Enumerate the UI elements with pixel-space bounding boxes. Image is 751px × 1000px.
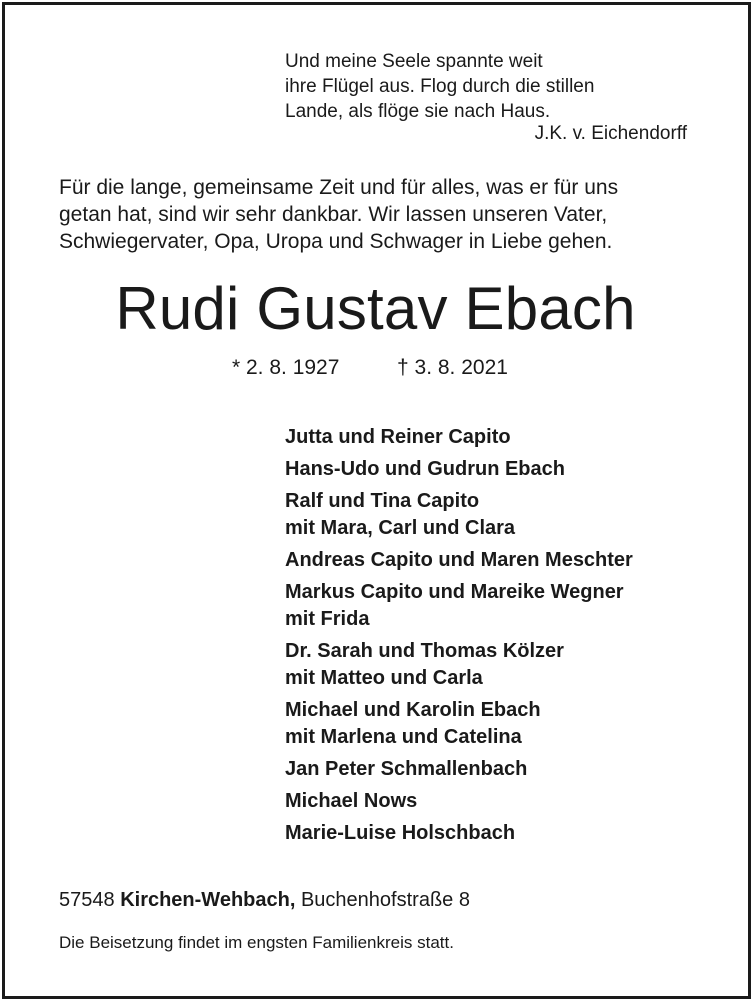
mourner-line: mit Matteo und Carla (285, 667, 483, 689)
mourner-line: Ralf und Tina Capito (285, 490, 480, 512)
deceased-name: Rudi Gustav Ebach (115, 275, 636, 342)
address-city: Kirchen-Wehbach, (120, 889, 296, 911)
poem-line: Lande, als flöge sie nach Haus. (285, 101, 551, 122)
mourner-line: Dr. Sarah und Thomas Kölzer (285, 640, 564, 662)
poem-line: ihre Flügel aus. Flog durch die stillen (285, 76, 595, 97)
death-date: † 3. 8. 2021 (397, 356, 508, 379)
address-street: Buchenhofstraße 8 (300, 889, 470, 911)
intro-line: getan hat, sind wir sehr dankbar. Wir lassen unseren Vater, (59, 203, 608, 226)
mourner-line: Hans-Udo und Gudrun Ebach (285, 458, 565, 480)
mourner-line: mit Mara, Carl und Clara (285, 517, 516, 539)
poem-line: Und meine Seele spannte weit (285, 51, 543, 72)
burial-note: Die Beisetzung findet im engsten Familienkreis statt. (59, 933, 454, 952)
mourner-line: Michael Nows (285, 790, 418, 812)
birth-date: * 2. 8. 1927 (232, 356, 340, 379)
mourner-line: Marie-Luise Holschbach (285, 822, 516, 844)
mourner-line: Jutta und Reiner Capito (285, 426, 511, 448)
mourner-line: Jan Peter Schmallenbach (285, 758, 528, 780)
address (59, 889, 470, 912)
mourner-line: Markus Capito und Mareike Wegner (285, 581, 624, 603)
poem-author: J.K. v. Eichendorff (534, 123, 687, 144)
intro-line: Schwiegervater, Opa, Uropa und Schwager in Liebe gehen. (59, 230, 613, 253)
mourner-line: mit Marlena und Catelina (285, 726, 522, 748)
mourner-line: Michael und Karolin Ebach (285, 699, 541, 721)
intro-line: Für die lange, gemeinsame Zeit und für alles, was er für uns (59, 176, 619, 199)
address-zip: 57548 (59, 889, 115, 911)
mourner-line: mit Frida (285, 608, 370, 630)
mourner-line: Andreas Capito und Maren Meschter (285, 549, 633, 571)
